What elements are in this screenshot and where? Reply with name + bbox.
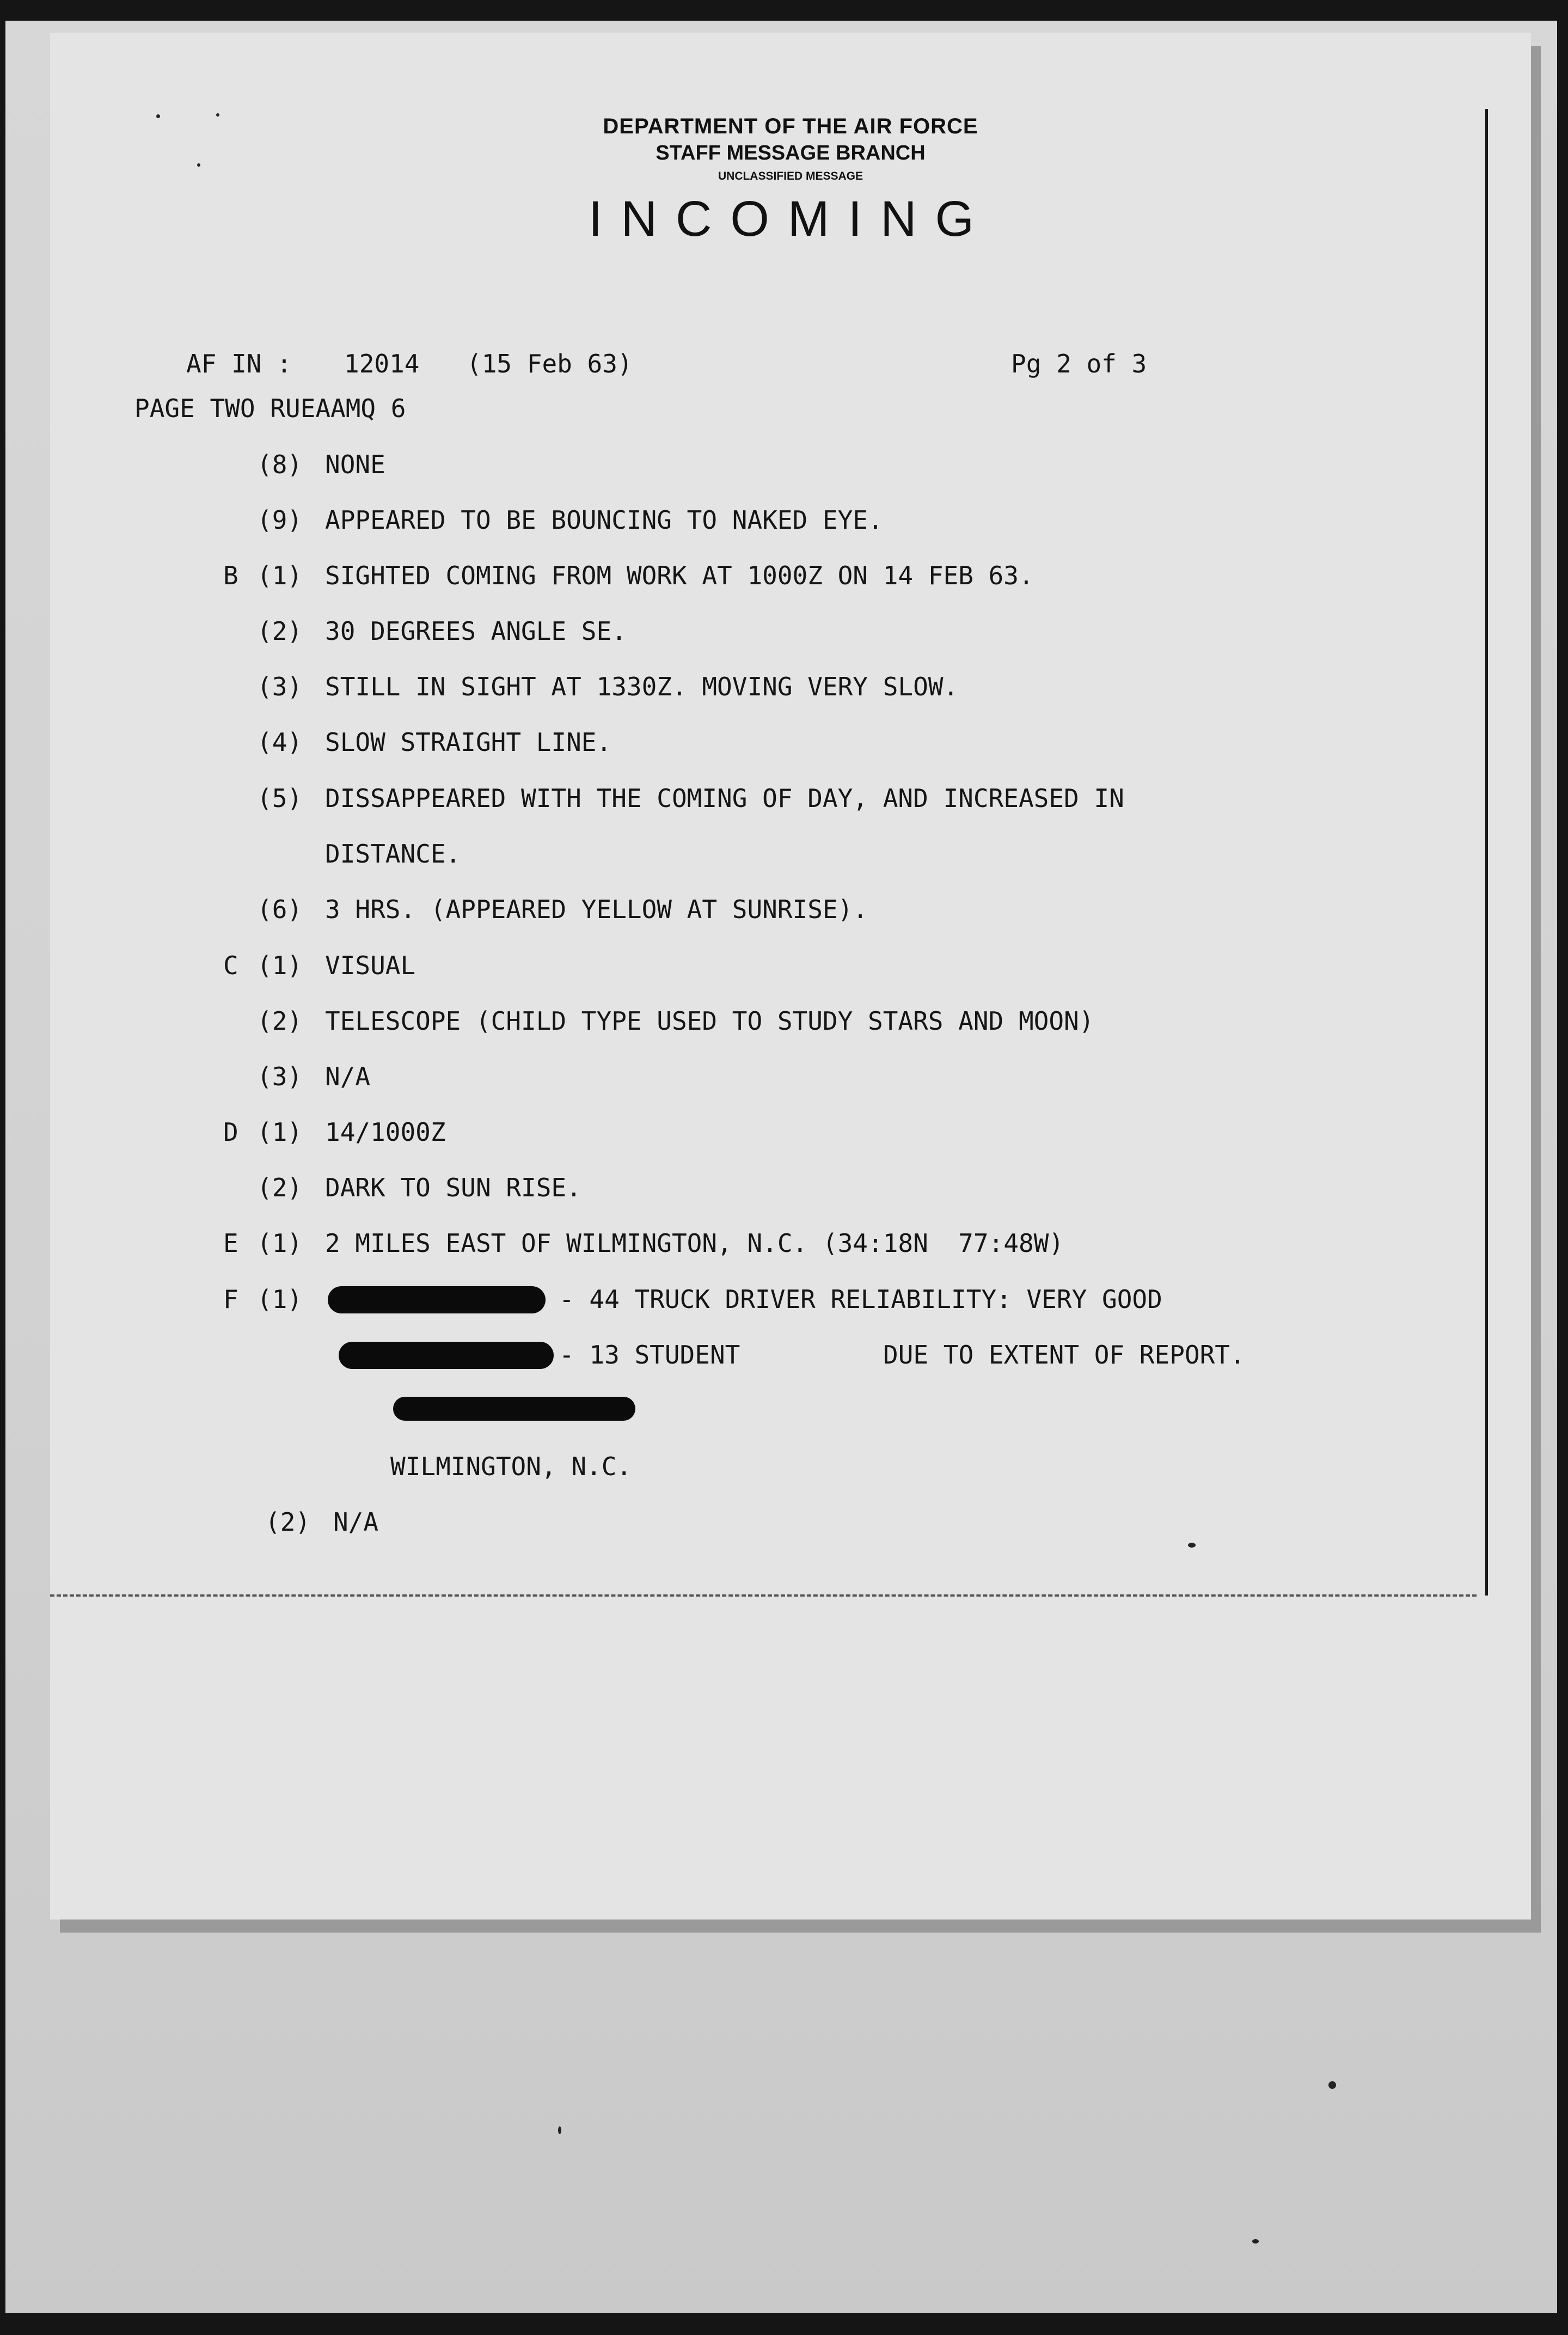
- scan-speck: [156, 114, 160, 118]
- item-number: (1): [257, 1285, 303, 1314]
- item-text: 14/1000Z: [325, 1117, 446, 1147]
- scan-speck: [558, 2126, 561, 2134]
- witness-2-description: - 13 STUDENT: [559, 1340, 740, 1370]
- item-text: N/A: [333, 1507, 379, 1537]
- scan-speck: [1252, 2239, 1259, 2244]
- item-text: 2 MILES EAST OF WILMINGTON, N.C. (34:18N 77:48W): [325, 1228, 1064, 1258]
- margin-rule: [1485, 109, 1488, 1596]
- incoming-title: INCOMING: [588, 191, 993, 247]
- section-letter: C: [223, 951, 238, 980]
- item-text: STILL IN SIGHT AT 1330Z. MOVING VERY SLOW.: [325, 672, 959, 701]
- item-number: (1): [257, 1117, 303, 1147]
- page-count: Pg 2 of 3: [1011, 349, 1147, 378]
- item-text: APPEARED TO BE BOUNCING TO NAKED EYE.: [325, 505, 883, 535]
- message-date: (15 Feb 63): [467, 349, 633, 378]
- item-number: (2): [257, 616, 303, 646]
- witness-1-description: - 44 TRUCK DRIVER RELIABILITY: VERY GOOD: [559, 1285, 1162, 1314]
- section-letter: F: [223, 1285, 238, 1314]
- item-text: VISUAL: [325, 951, 416, 980]
- item-number: (2): [265, 1507, 311, 1537]
- message-sheet: [50, 33, 1531, 1920]
- tear-line: [50, 1594, 1477, 1597]
- reliability-note: DUE TO EXTENT OF REPORT.: [883, 1340, 1245, 1370]
- item-text: DARK TO SUN RISE.: [325, 1173, 581, 1202]
- classification-label: UNCLASSIFIED MESSAGE: [718, 170, 863, 182]
- item-text: SLOW STRAIGHT LINE.: [325, 728, 612, 757]
- scan-speck: [1328, 2081, 1336, 2089]
- item-text: SIGHTED COMING FROM WORK AT 1000Z ON 14 FEB 63.: [325, 561, 1034, 590]
- redaction-bar: [328, 1286, 546, 1313]
- item-text: TELESCOPE (CHILD TYPE USED TO STUDY STARS AND MOON): [325, 1006, 1094, 1036]
- section-letter: D: [223, 1117, 238, 1147]
- item-number: (1): [257, 1228, 303, 1258]
- redaction-bar: [393, 1397, 635, 1421]
- item-text: N/A: [325, 1062, 371, 1091]
- item-number: (6): [257, 895, 303, 924]
- scan-speck: [197, 163, 200, 167]
- item-number: (1): [257, 561, 303, 590]
- item-number: (2): [257, 1173, 303, 1202]
- item-number: (8): [257, 450, 303, 479]
- item-number: (9): [257, 505, 303, 535]
- scan-speck: [216, 113, 219, 117]
- item-text: 30 DEGREES ANGLE SE.: [325, 616, 627, 646]
- section-letter: B: [223, 561, 238, 590]
- item-text: DISSAPPEARED WITH THE COMING OF DAY, AND INCREASED IN: [325, 784, 1124, 813]
- af-in-number: 12014: [344, 349, 420, 378]
- af-in-label: AF IN :: [186, 349, 292, 378]
- item-number: (2): [257, 1006, 303, 1036]
- item-number: (3): [257, 672, 303, 701]
- item-number: (3): [257, 1062, 303, 1091]
- section-letter: E: [223, 1228, 238, 1258]
- redaction-bar: [339, 1342, 554, 1369]
- item-text: NONE: [325, 450, 385, 479]
- witness-location: WILMINGTON, N.C.: [390, 1452, 632, 1481]
- page-line: PAGE TWO RUEAAMQ 6: [134, 394, 406, 423]
- item-number: (4): [257, 728, 303, 757]
- item-text: 3 HRS. (APPEARED YELLOW AT SUNRISE).: [325, 895, 868, 924]
- branch-heading: STAFF MESSAGE BRANCH: [656, 142, 926, 164]
- scan-speck: [1188, 1543, 1196, 1548]
- department-heading: DEPARTMENT OF THE AIR FORCE: [603, 114, 978, 138]
- item-number: (5): [257, 784, 303, 813]
- item-text-continued: DISTANCE.: [325, 839, 461, 869]
- item-number: (1): [257, 951, 303, 980]
